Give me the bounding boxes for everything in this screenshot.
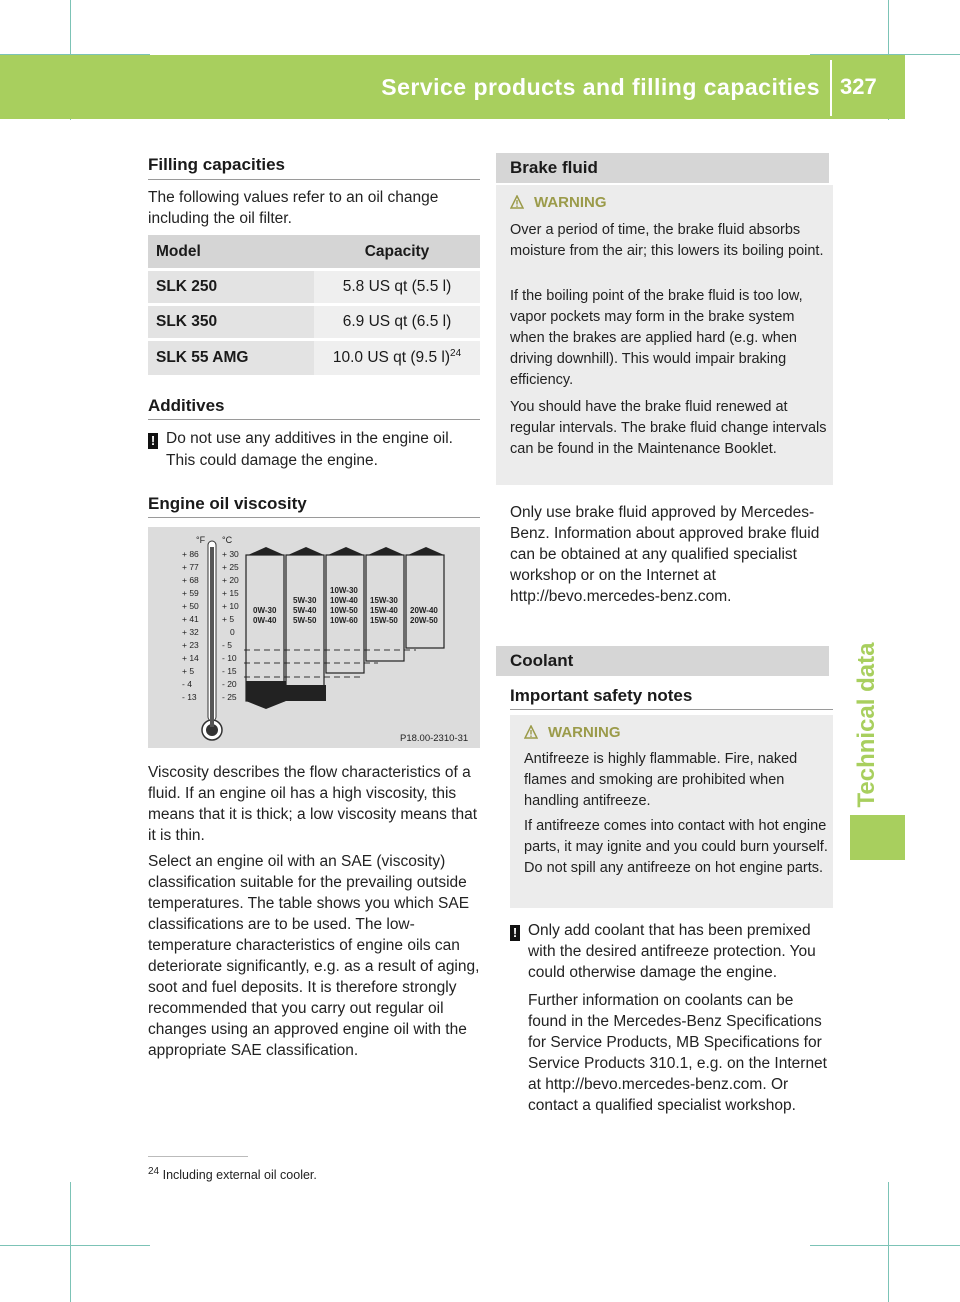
section-rule (148, 419, 480, 420)
coolant-warning-text-1: Antifreeze is highly flammable. Fire, naked flames and smoking are prohibited when handling antifreeze. (524, 751, 798, 809)
table-row (148, 341, 480, 375)
section-rule (510, 709, 833, 710)
coolant-warning-box (510, 715, 833, 908)
c-tick: + 25 (222, 562, 239, 572)
brake-warning-text-1: Over a period of time, the brake fluid absorbs moisture from the air; this lowers its boiling point. (510, 222, 824, 259)
crop-mark (888, 1182, 889, 1302)
table-row (148, 306, 480, 338)
table-header-row (148, 235, 480, 268)
grade-label: 15W-50 (370, 616, 398, 625)
model-cell: SLK 250 (148, 271, 314, 303)
warning-title-row (524, 724, 621, 742)
crop-mark (0, 1245, 150, 1246)
important-safety-notes-heading: Important safety notes (510, 686, 693, 705)
grade-label: 5W-50 (293, 616, 317, 625)
viscosity-paragraph-2: Select an engine oil with an SAE (viscosity) classification suitable for the prevailing outside temperatures. The table shows you which SAE classifications are to be used. The low-temperature characteristics of engine oils can deteriorate significantly, e.g. as a result of aging, soot and fuel deposits. It is therefore strongly recommended that you carry out regular oil changes using an approved engine oil with the appropriate SAE classification. (148, 853, 480, 1059)
section-rule (148, 179, 480, 180)
f-tick: - 4 (182, 679, 192, 689)
c-tick: + 10 (222, 601, 239, 611)
crop-mark (70, 1182, 71, 1302)
table-row (148, 271, 480, 303)
c-tick: 0 (230, 627, 235, 637)
footnote-number: 24 (148, 1166, 160, 1177)
coolant-warning-text-2: If antifreeze comes into contact with hot engine parts, it may ignite and you could burn yourself. Do not spill any antifreeze on hot engine parts. (524, 818, 828, 876)
exclamation-icon-wrap (510, 922, 528, 941)
side-tab-marker (850, 815, 905, 860)
coolant-note-2: Further information on coolants can be found in the Mercedes-Benz Specifications for Service Products, MB Specifications for Service Products 310.1, e.g. on the Internet at http://bevo.mercedes-benz.com. Or contact a qualified specialist workshop. (528, 992, 827, 1114)
section-rule (148, 517, 480, 518)
additives-note-line1: Do not use any additives in the engine oil. (166, 430, 453, 447)
c-tick: + 20 (222, 575, 239, 585)
f-tick: + 77 (182, 562, 199, 572)
grade-label: 15W-40 (370, 606, 398, 615)
filling-intro: The following values refer to an oil change including the oil filter. (148, 189, 439, 227)
brake-warning-text-3: You should have the brake fluid renewed at regular intervals. The brake fluid change intervals can be found in the Maintenance Booklet. (510, 399, 827, 457)
c-tick: - 5 (222, 640, 232, 650)
f-tick: + 32 (182, 627, 199, 637)
grade-label: 5W-30 (293, 596, 317, 605)
page-title: Service products and filling capacities (381, 74, 820, 100)
warning-triangle-icon (510, 195, 524, 209)
exclamation-icon: ! (148, 433, 158, 449)
capacity-value: 10.0 US qt (9.5 l) (332, 349, 451, 367)
celsius-label: °C (222, 535, 233, 545)
f-tick: + 50 (182, 601, 199, 611)
capacity-cell: 5.8 US qt (5.5 l) (314, 271, 480, 303)
f-tick: + 41 (182, 614, 199, 624)
c-tick: - 15 (222, 666, 237, 676)
f-tick: + 59 (182, 588, 199, 598)
capacity-cell (314, 341, 480, 375)
brake-warning-text-2: If the boiling point of the brake fluid is too low, vapor pockets may form in the brake system when the brakes are applied hard (e.g. when driving downhill). This would impair braking efficiency. (510, 288, 803, 388)
side-section-label (845, 642, 890, 808)
viscosity-paragraph-1: Viscosity describes the flow characteristics of a fluid. If an engine oil has a high viscosity, this means that it is thick; a low viscosity means that it is thin. (148, 764, 478, 844)
exclamation-icon: ! (510, 925, 520, 941)
c-tick: + 5 (222, 614, 235, 624)
crop-mark (810, 1245, 960, 1246)
page-number: 327 (840, 74, 877, 99)
header-divider (830, 60, 832, 116)
viscosity-diagram (148, 527, 480, 748)
grade-label: 10W-50 (330, 606, 358, 615)
model-cell: SLK 55 AMG (148, 341, 314, 375)
footnote-rule (148, 1156, 248, 1157)
viscosity-chart-figure (148, 527, 480, 748)
grade-label: 10W-40 (330, 596, 358, 605)
additives-note (148, 428, 488, 449)
footnote (148, 1166, 317, 1182)
filling-capacities-heading: Filling capacities (148, 155, 285, 174)
brake-warning-box (496, 185, 833, 485)
fahrenheit-label: °F (196, 535, 206, 545)
f-tick: - 13 (182, 692, 197, 702)
side-section-text: Technical data (853, 642, 880, 808)
grade-label: 10W-30 (330, 586, 358, 595)
figure-code: P18.00-2310-31 (400, 733, 469, 744)
brake-fluid-heading: Brake fluid (496, 153, 829, 183)
grade-label: 0W-40 (253, 616, 277, 625)
footnote-text: Including external oil cooler. (162, 1168, 317, 1183)
c-tick: + 30 (222, 549, 239, 559)
f-tick: + 14 (182, 653, 199, 663)
capacity-table (148, 232, 480, 378)
additives-heading: Additives (148, 396, 225, 415)
c-tick: - 25 (222, 692, 237, 702)
f-tick: + 68 (182, 575, 199, 585)
grade-label: 15W-30 (370, 596, 398, 605)
grade-label: 10W-60 (330, 616, 358, 625)
c-tick: - 10 (222, 653, 237, 663)
model-cell: SLK 350 (148, 306, 314, 338)
column-header-capacity: Capacity (314, 235, 480, 268)
grade-label: 0W-30 (253, 606, 277, 615)
warning-title: WARNING (548, 724, 621, 741)
brake-fluid-text: Only use brake fluid approved by Mercedes-Benz. Information about approved brake fluid can be obtained at any qualified specialist workshop or on the Internet at http://bevo.mercedes-benz.com. (510, 504, 820, 605)
footnote-ref: 24 (450, 348, 462, 360)
f-tick: + 86 (182, 549, 199, 559)
warning-triangle-icon (524, 725, 538, 739)
coolant-note-1: Only add coolant that has been premixed with the desired antifreeze protection. You could otherwise damage the engine. (528, 922, 816, 981)
engine-oil-viscosity-heading: Engine oil viscosity (148, 494, 307, 513)
capacity-cell: 6.9 US qt (6.5 l) (314, 306, 480, 338)
grade-label: 20W-50 (410, 616, 438, 625)
column-header-model: Model (148, 235, 314, 268)
warning-title-row (510, 194, 607, 212)
f-tick: + 5 (182, 666, 195, 676)
coolant-heading: Coolant (496, 646, 829, 676)
additives-note-line2: This could damage the engine. (166, 452, 378, 469)
grade-label: 5W-40 (293, 606, 317, 615)
warning-title: WARNING (534, 194, 607, 211)
grade-label: 20W-40 (410, 606, 438, 615)
c-tick: - 20 (222, 679, 237, 689)
f-tick: + 23 (182, 640, 199, 650)
c-tick: + 15 (222, 588, 239, 598)
